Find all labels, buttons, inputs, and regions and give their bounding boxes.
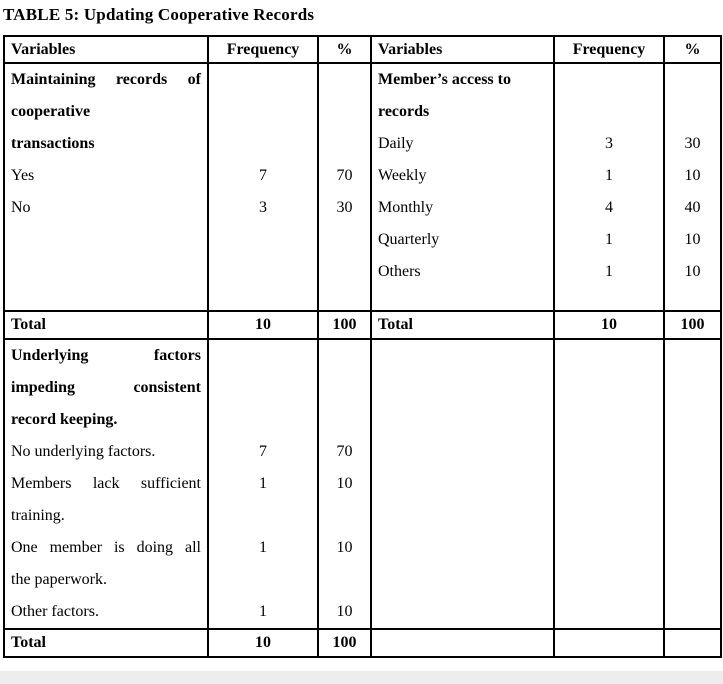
percent-value: 10: [684, 263, 701, 280]
total-frequency: 10: [208, 311, 318, 339]
spacer-line: [325, 64, 364, 96]
section1-left-heading-line: cooperative: [11, 103, 91, 120]
section2-heading-line: Underlying factors: [11, 347, 201, 364]
frequency-value: 1: [259, 539, 267, 556]
percent-value: 40: [684, 199, 701, 216]
total-frequency: 10: [554, 311, 664, 339]
section1-left-label-yes: Yes: [11, 167, 35, 184]
section1-right-label-weekly: Weekly: [378, 167, 427, 184]
empty-cell: [664, 629, 721, 657]
frequency-value: 3: [605, 135, 613, 152]
frequency-value: 3: [259, 199, 267, 216]
section2-label-training-line1: Members lack sufficient: [11, 475, 201, 492]
section1-right-label-others: Others: [378, 263, 421, 280]
spacer-line: [215, 564, 311, 596]
frequency-value: 1: [605, 231, 613, 248]
section2-heading-line: impeding consistent: [11, 379, 201, 396]
section2-label-training-line2: training.: [11, 507, 65, 524]
section2-left-variables-cell: [4, 339, 208, 629]
section2-percent-cell: [318, 339, 371, 629]
section2-total-row: [4, 629, 721, 657]
total-label: Total: [4, 629, 208, 657]
section1-left-heading-line: transactions: [11, 135, 95, 152]
section2-frequency-cell: [208, 339, 318, 629]
spacer-line: [215, 500, 311, 532]
header-percent-right: %: [664, 36, 721, 63]
section1-right-heading-line: Member’s access to: [378, 71, 511, 88]
section1-left-variables-cell: [4, 63, 208, 311]
spacer-line: [325, 404, 364, 436]
total-percent: 100: [318, 311, 371, 339]
section1-right-variables-cell: [371, 63, 554, 311]
spacer-line: [325, 96, 364, 128]
section1-right-label-daily: Daily: [378, 135, 414, 152]
header-frequency-left: Frequency: [208, 36, 318, 63]
section2-row: [4, 339, 721, 629]
percent-value: 70: [336, 443, 353, 460]
header-variables-left: Variables: [4, 36, 208, 63]
total-percent: 100: [318, 629, 371, 657]
frequency-value: 1: [259, 603, 267, 620]
header-row: [4, 36, 721, 63]
total-percent: 100: [664, 311, 721, 339]
spacer-line: [325, 340, 364, 372]
section2-label-other-factors: Other factors.: [11, 603, 99, 620]
header-variables-right: Variables: [371, 36, 554, 63]
section1-right-frequency-cell: [554, 63, 664, 311]
spacer-line: [215, 372, 311, 404]
total-label: Total: [4, 311, 208, 339]
percent-value: 10: [336, 475, 353, 492]
section1-left-percent-cell: [318, 63, 371, 311]
section2-label-no-factors: No underlying factors.: [11, 443, 156, 460]
section1-right-label-quarterly: Quarterly: [378, 231, 440, 248]
section1-left-frequency-cell: [208, 63, 318, 311]
empty-cell: [554, 629, 664, 657]
table-title: TABLE 5: Updating Cooperative Records: [3, 5, 315, 24]
frequency-value: 1: [259, 475, 267, 492]
section2-heading-line: record keeping.: [11, 411, 118, 428]
percent-value: 10: [684, 231, 701, 248]
spacer-line: [671, 96, 714, 128]
data-table: [3, 35, 722, 658]
percent-value: 10: [684, 167, 701, 184]
spacer-line: [561, 96, 657, 128]
spacer-line: [215, 64, 311, 96]
section1-right-percent-cell: [664, 63, 721, 311]
header-percent-left: %: [318, 36, 371, 63]
percent-value: 70: [336, 167, 353, 184]
header-frequency-right: Frequency: [554, 36, 664, 63]
section1-right-heading-line: records: [378, 103, 430, 120]
section1-row: [4, 63, 721, 311]
section2-label-paperwork-line2: the paperwork.: [11, 571, 107, 588]
spacer-line: [215, 340, 311, 372]
empty-cell: [371, 629, 554, 657]
frequency-value: 1: [605, 263, 613, 280]
section2-right-frequency-cell-empty: [554, 339, 664, 629]
spacer-line: [215, 96, 311, 128]
section1-total-row: [4, 311, 721, 339]
section1-right-label-monthly: Monthly: [378, 199, 434, 216]
spacer-line: [325, 564, 364, 596]
percent-value: 10: [336, 603, 353, 620]
total-label: Total: [371, 311, 554, 339]
section2-label-paperwork-line1: One member is doing all: [11, 539, 201, 556]
spacer-line: [215, 128, 311, 160]
page-bottom-strip: [0, 671, 723, 684]
spacer-line: [215, 404, 311, 436]
percent-value: 10: [336, 539, 353, 556]
total-frequency: 10: [208, 629, 318, 657]
frequency-value: 4: [605, 199, 613, 216]
percent-value: 30: [684, 135, 701, 152]
spacer-line: [325, 372, 364, 404]
frequency-value: 7: [259, 167, 267, 184]
section1-left-heading-line: Maintaining records of: [11, 71, 201, 88]
spacer-line: [671, 64, 714, 96]
percent-value: 30: [336, 199, 353, 216]
spacer-line: [325, 128, 364, 160]
section2-right-variables-cell-empty: [371, 339, 554, 629]
spacer-line: [561, 64, 657, 96]
frequency-value: 7: [259, 443, 267, 460]
frequency-value: 1: [605, 167, 613, 184]
section1-left-label-no: No: [11, 199, 31, 216]
spacer-line: [325, 500, 364, 532]
section2-right-percent-cell-empty: [664, 339, 721, 629]
